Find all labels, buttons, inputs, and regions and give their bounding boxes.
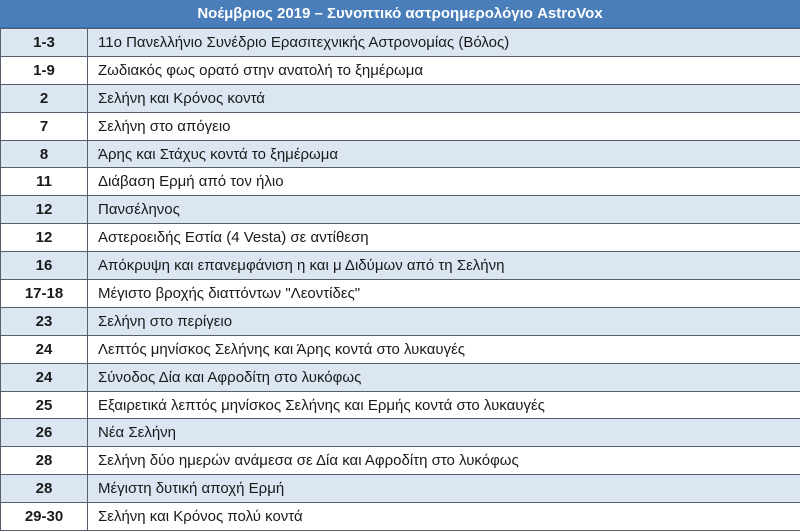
table-row (1, 224, 800, 252)
event-date: 8 (1, 140, 88, 168)
event-description: Νέα Σελήνη (88, 419, 800, 447)
table-row (1, 112, 800, 140)
event-description: Εξαιρετικά λεπτός μηνίσκος Σελήνης και Ερμής κοντά στο λυκαυγές (88, 391, 800, 419)
table-row (1, 503, 800, 531)
event-date: 11 (1, 168, 88, 196)
event-description: Μέγιστη δυτική αποχή Ερμή (88, 475, 800, 503)
table-row (1, 280, 800, 308)
table-row (1, 447, 800, 475)
event-description: Σελήνη δύο ημερών ανάμεσα σε Δία και Αφροδίτη στο λυκόφως (88, 447, 800, 475)
event-date: 12 (1, 196, 88, 224)
event-date: 28 (1, 475, 88, 503)
event-description: Πανσέληνος (88, 196, 800, 224)
event-description: Ζωδιακός φως ορατό στην ανατολή το ξημέρωμα (88, 56, 800, 84)
table-row (1, 475, 800, 503)
event-description: Απόκρυψη και επανεμφάνιση η και μ Διδύμων από τη Σελήνη (88, 252, 800, 280)
event-date: 23 (1, 307, 88, 335)
event-description: Σελήνη στο περίγειο (88, 307, 800, 335)
event-date: 1-9 (1, 56, 88, 84)
table-row (1, 168, 800, 196)
event-date: 12 (1, 224, 88, 252)
event-description: 11ο Πανελλήνιο Συνέδριο Ερασιτεχνικής Αστρονομίας (Βόλος) (88, 29, 800, 57)
table-row (1, 29, 800, 57)
event-date: 2 (1, 84, 88, 112)
event-date: 24 (1, 363, 88, 391)
event-description: Άρης και Στάχυς κοντά το ξημέρωμα (88, 140, 800, 168)
table-row (1, 196, 800, 224)
event-date: 29-30 (1, 503, 88, 531)
event-description: Λεπτός μηνίσκος Σελήνης και Άρης κοντά στο λυκαυγές (88, 335, 800, 363)
event-description: Σελήνη και Κρόνος κοντά (88, 84, 800, 112)
table-row (1, 363, 800, 391)
event-description: Διάβαση Ερμή από τον ήλιο (88, 168, 800, 196)
event-date: 1-3 (1, 29, 88, 57)
table-row (1, 84, 800, 112)
table-row (1, 307, 800, 335)
event-date: 25 (1, 391, 88, 419)
table-row (1, 252, 800, 280)
event-date: 24 (1, 335, 88, 363)
table-row (1, 140, 800, 168)
events-table (0, 28, 800, 531)
event-description: Αστεροειδής Εστία (4 Vesta) σε αντίθεση (88, 224, 800, 252)
table-row (1, 391, 800, 419)
event-date: 26 (1, 419, 88, 447)
event-description: Σύνοδος Δία και Αφροδίτη στο λυκόφως (88, 363, 800, 391)
event-description: Σελήνη στο απόγειο (88, 112, 800, 140)
table-row (1, 419, 800, 447)
calendar-title: Νοέμβριος 2019 – Συνοπτικό αστροημερολόγιο AstroVox (0, 0, 800, 28)
event-description: Μέγιστο βροχής διαττόντων "Λεοντίδες" (88, 280, 800, 308)
event-date: 7 (1, 112, 88, 140)
event-date: 16 (1, 252, 88, 280)
event-date: 17-18 (1, 280, 88, 308)
table-row (1, 335, 800, 363)
table-row (1, 56, 800, 84)
event-date: 28 (1, 447, 88, 475)
event-description: Σελήνη και Κρόνος πολύ κοντά (88, 503, 800, 531)
